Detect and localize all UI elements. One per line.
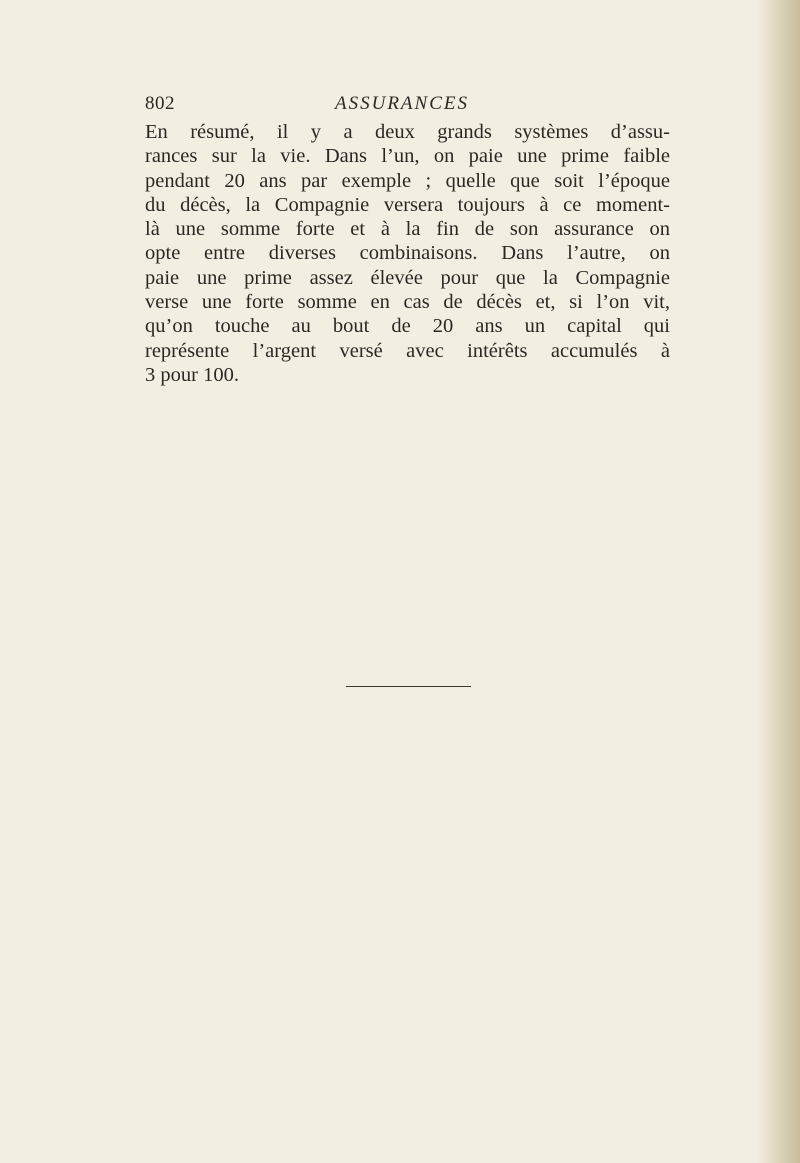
text-line: 3 pour 100.	[145, 363, 239, 386]
text-line: paie une prime assez élevée pour que la Compagnie	[145, 266, 670, 289]
section-title: ASSURANCES	[335, 93, 469, 114]
text-line: représente l’argent versé avec intérêts accumulés à	[145, 339, 670, 362]
text-line: En résumé, il y a deux grands systèmes d’assu-	[145, 121, 670, 143]
running-head	[145, 93, 665, 119]
text-line: opte entre diverses combinaisons. Dans l’autre, on	[145, 242, 670, 265]
section-end-rule	[346, 686, 471, 687]
text-line: là une somme forte et à la fin de son assurance on	[145, 218, 670, 241]
text-line: pendant 20 ans par exemple ; quelle que soit l’époque	[145, 169, 670, 192]
text-line: qu’on touche au bout de 20 ans un capital qui	[145, 315, 670, 338]
text-line: verse une forte somme en cas de décès et, si l’on vit,	[145, 291, 670, 314]
text-line: du décès, la Compagnie versera toujours à ce moment-	[145, 193, 670, 216]
text-line: rances sur la vie. Dans l’un, on paie une prime faible	[145, 145, 670, 168]
page-number: 802	[145, 93, 175, 114]
body-paragraph	[145, 120, 670, 387]
